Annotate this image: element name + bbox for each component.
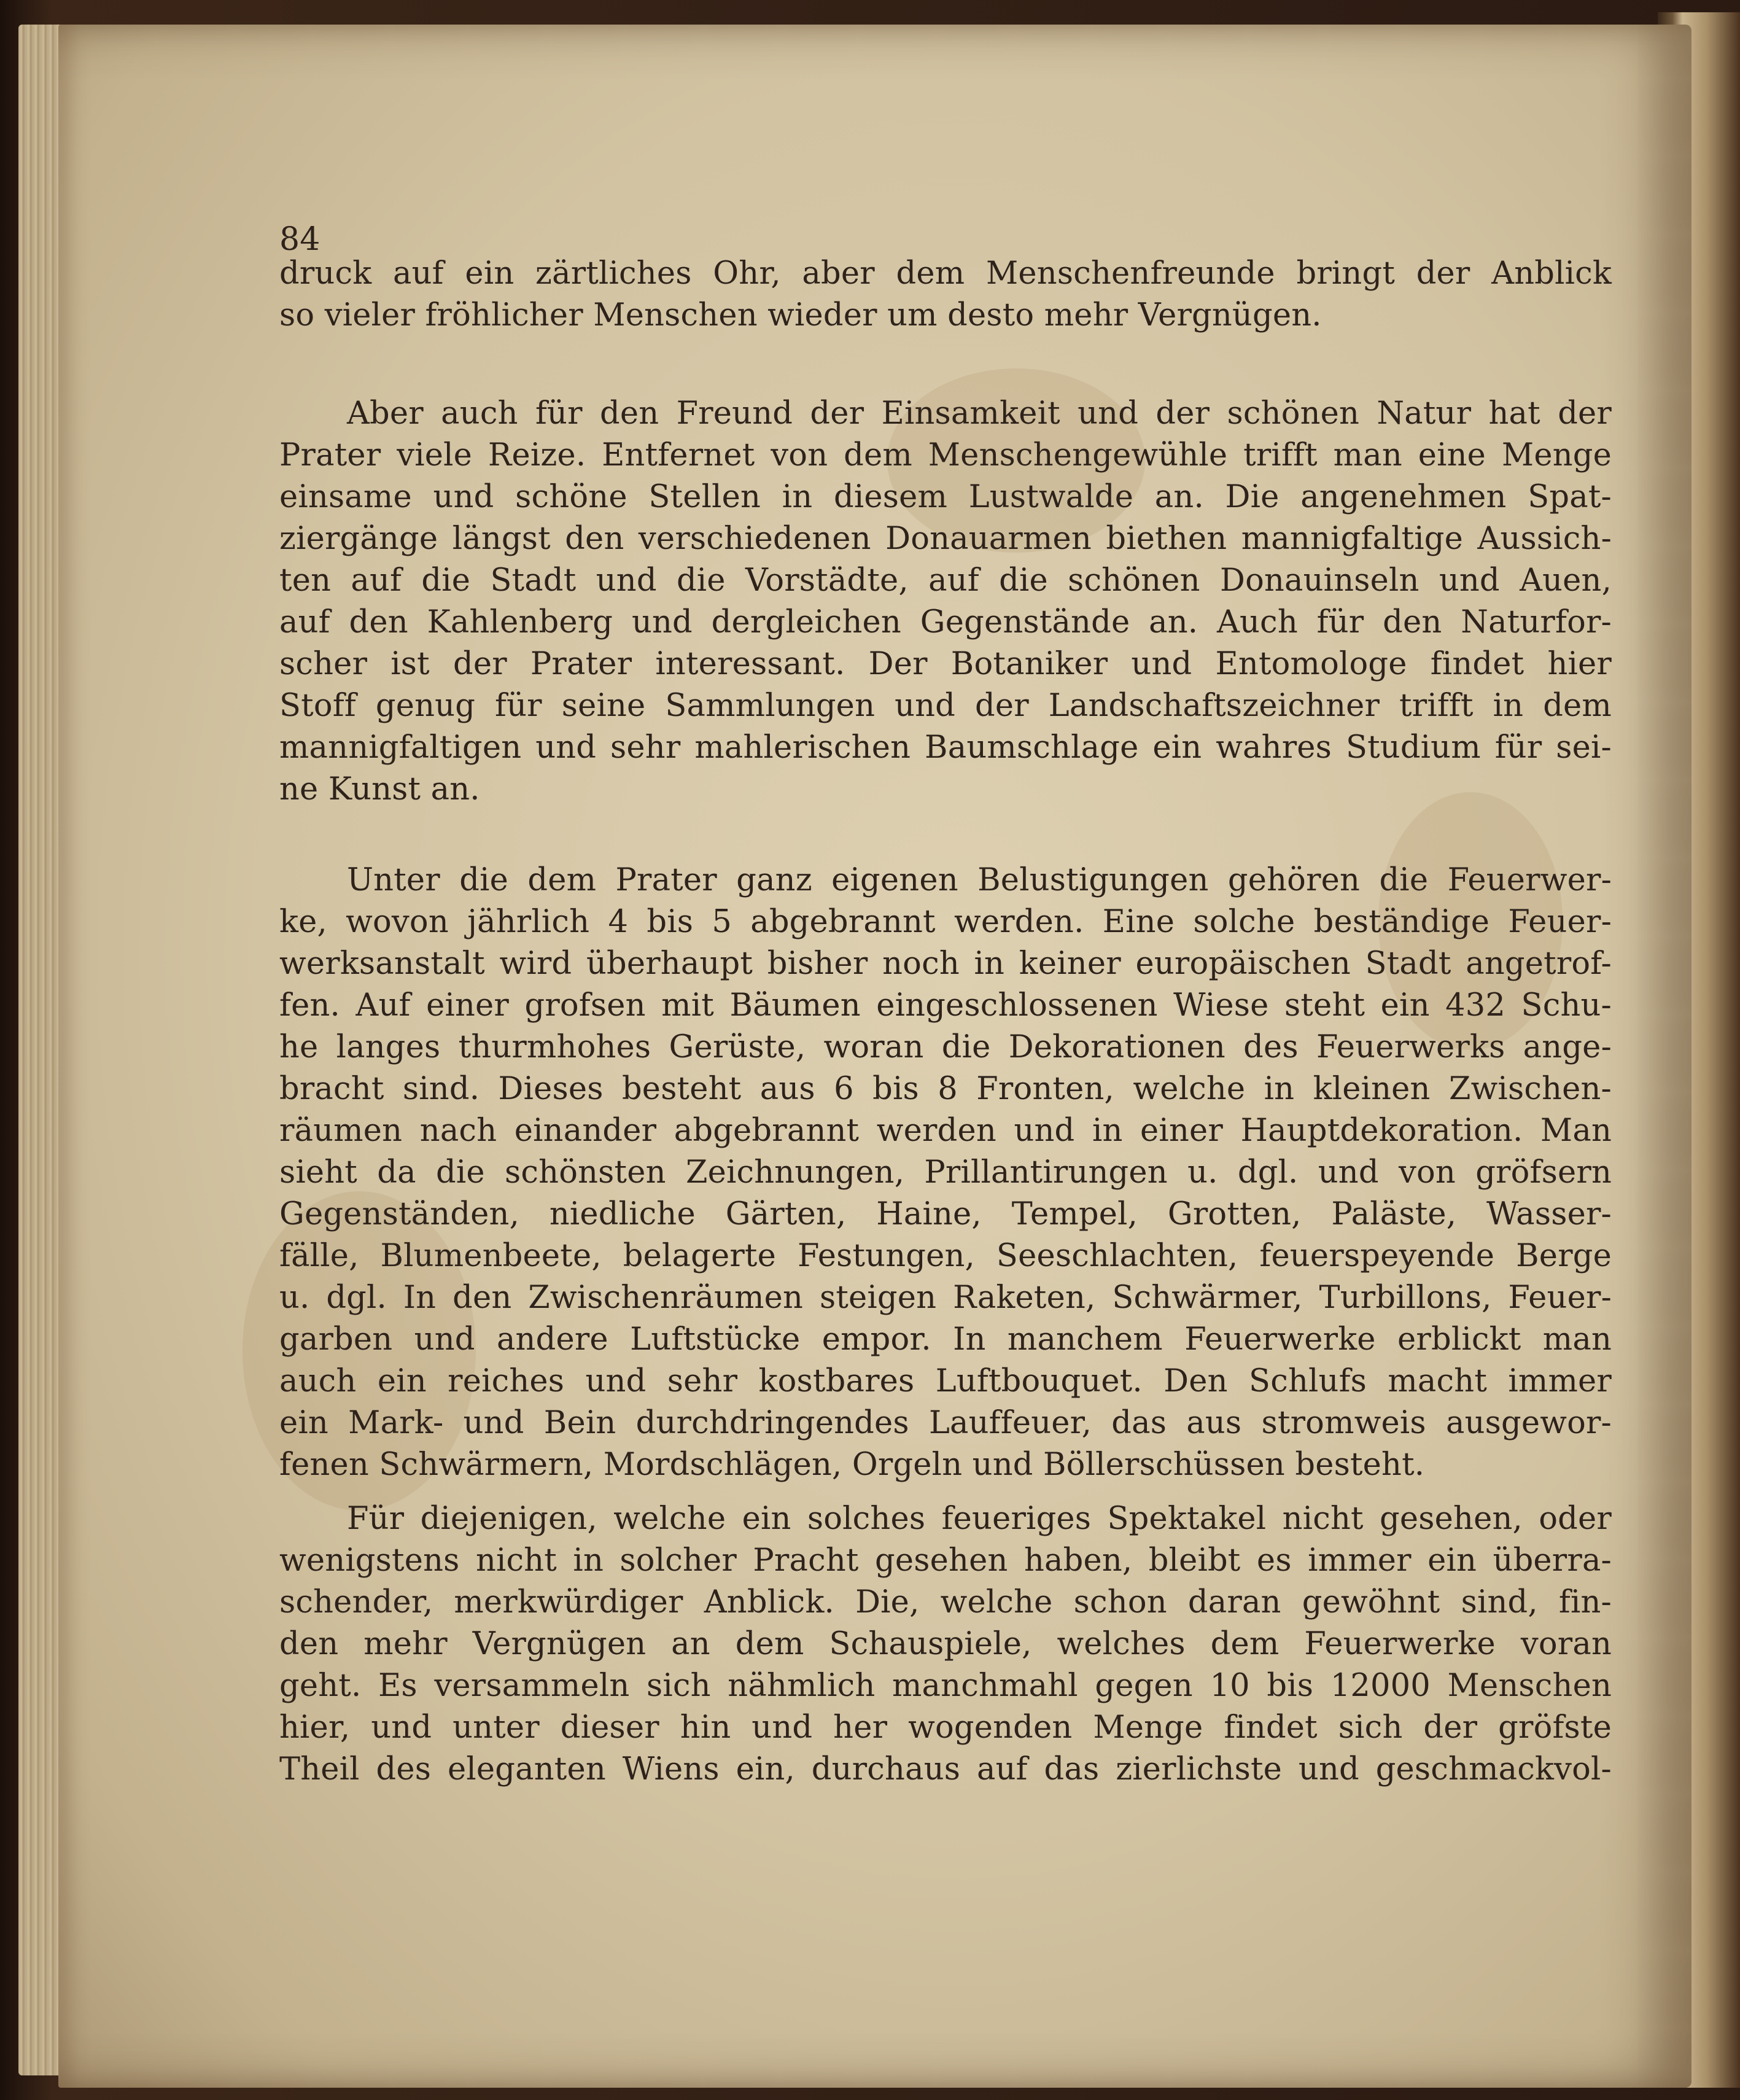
paragraph [279, 860, 1612, 1486]
text-line: Für diejenigen, welche ein solches feueriges Spektakel nicht gesehen, oder [347, 1501, 1612, 1537]
text-line: ziergänge längst den verschiedenen Donauarmen biethen mannigfaltige Aussich- [279, 521, 1612, 557]
text-line: räumen nach einander abgebrannt werden und in einer Hauptdekoration. Man [279, 1113, 1612, 1149]
text-line: Stoff genug für seine Sammlungen und der Landschaftszeichner trifft in dem [279, 688, 1612, 724]
page-number: 84 [279, 221, 320, 258]
text-line: Gegenständen, niedliche Gärten, Haine, Tempel, Grotten, Paläste, Wasser- [279, 1196, 1612, 1232]
text-line: schender, merkwürdiger Anblick. Die, welche schon daran gewöhnt sind, fin- [279, 1584, 1612, 1620]
paragraph [279, 253, 1612, 336]
text-line: ten auf die Stadt und die Vorstädte, auf die schönen Donauinseln und Auen, [279, 562, 1612, 599]
text-line: druck auf ein zärtliches Ohr, aber dem Menschenfreunde bringt der Anblick [279, 255, 1612, 292]
text-line: hier, und unter dieser hin und her wogenden Menge findet sich der gröfste [279, 1709, 1612, 1746]
text-line: scher ist der Prater interessant. Der Botaniker und Entomologe findet hier [279, 646, 1612, 682]
text-line: mannigfaltigen und sehr mahlerischen Baumschlage ein wahres Studium für sei- [279, 729, 1612, 766]
text-line: bracht sind. Dieses besteht aus 6 bis 8 Fronten, welche in kleinen Zwischen- [279, 1071, 1612, 1107]
text-line: Prater viele Reize. Entfernet von dem Menschengewühle trifft man eine Menge [279, 437, 1612, 473]
text-line: Unter die dem Prater ganz eigenen Belustigungen gehören die Feuerwer- [347, 862, 1612, 898]
text-line: auch ein reiches und sehr kostbares Luftbouquet. Den Schlufs macht immer [279, 1363, 1612, 1399]
text-line: he langes thurmhohes Gerüste, woran die Dekorationen des Feuerwerks ange- [279, 1029, 1612, 1065]
text-line: ne Kunst an. [279, 771, 480, 807]
paragraph [279, 393, 1612, 811]
text-line: geht. Es versammeln sich nähmlich manchmahl gegen 10 bis 12000 Menschen [279, 1668, 1612, 1704]
text-line: werksanstalt wird überhaupt bisher noch in keiner europäischen Stadt angetrof- [279, 946, 1612, 982]
text-line: u. dgl. In den Zwischenräumen steigen Raketen, Schwärmer, Turbillons, Feuer- [279, 1280, 1612, 1316]
text-line: sieht da die schönsten Zeichnungen, Prillantirungen u. dgl. und von gröfsern [279, 1154, 1612, 1191]
text-line: auf den Kahlenberg und dergleichen Gegenstände an. Auch für den Naturfor- [279, 604, 1612, 640]
text-line: einsame und schöne Stellen in diesem Lustwalde an. Die angenehmen Spat- [279, 479, 1612, 515]
text-line: den mehr Vergnügen an dem Schauspiele, welches dem Feuerwerke voran [279, 1626, 1612, 1662]
text-line: Aber auch für den Freund der Einsamkeit und der schönen Natur hat der [347, 395, 1612, 432]
text-line: garben und andere Luftstücke empor. In manchem Feuerwerke erblickt man [279, 1321, 1612, 1358]
text-line: ke, wovon jährlich 4 bis 5 abgebrannt werden. Eine solche beständige Feuer- [279, 904, 1612, 940]
text-line: Theil des eleganten Wiens ein, durchaus auf das zierlichste und geschmackvol- [279, 1751, 1612, 1787]
paragraph [279, 1498, 1612, 1791]
text-line: wenigstens nicht in solcher Pracht gesehen haben, bleibt es immer ein überra- [279, 1542, 1612, 1579]
text-line: fälle, Blumenbeete, belagerte Festungen, Seeschlachten, feuerspeyende Berge [279, 1238, 1612, 1274]
text-line: fen. Auf einer grofsen mit Bäumen eingeschlossenen Wiese steht ein 432 Schu- [279, 987, 1612, 1024]
text-line: ein Mark- und Bein durchdringendes Lauffeuer, das aus stromweis ausgewor- [279, 1405, 1612, 1441]
text-line: fenen Schwärmern, Mordschlägen, Orgeln und Böllerschüssen besteht. [279, 1447, 1425, 1483]
text-line: so vieler fröhlicher Menschen wieder um desto mehr Vergnügen. [279, 297, 1322, 333]
